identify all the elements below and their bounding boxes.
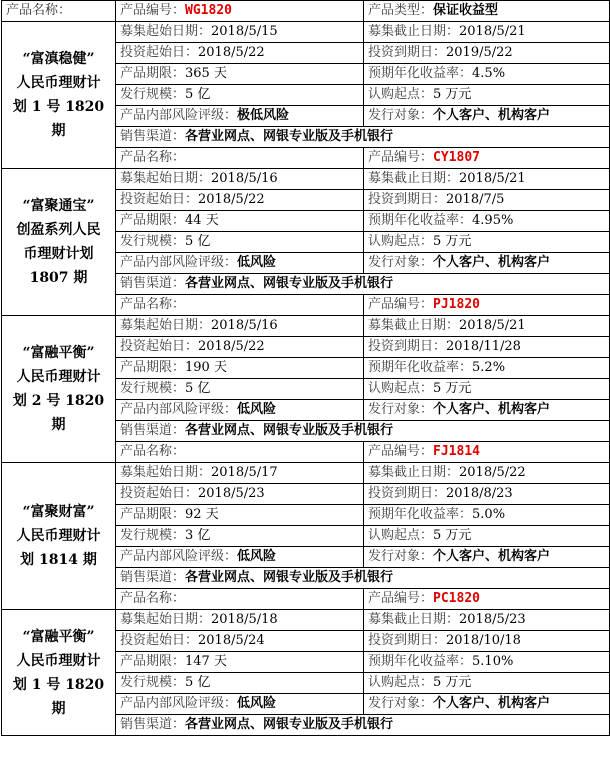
product-name-label: 产品名称： — [116, 148, 364, 169]
raise-start-value: 2018/5/16 — [211, 318, 278, 333]
term-value: 147 天 — [185, 654, 227, 669]
product-name-line: 人民币理财计 — [16, 528, 101, 544]
cell-min-buy — [364, 232, 610, 253]
invest-end-label: 投资到期日： — [368, 339, 447, 354]
cell-risk — [116, 106, 364, 127]
product-name-line: 币理财计划 — [23, 246, 94, 262]
cell-term — [116, 211, 364, 232]
product-name-line: 人民币理财计 — [16, 75, 101, 91]
risk-value: 低风险 — [237, 549, 277, 564]
target-value: 个人客户、机构客户 — [433, 549, 551, 564]
product-name — [2, 169, 116, 316]
min-buy-value: 5 万元 — [433, 87, 472, 102]
raise-start-label: 募集起始日期： — [120, 24, 212, 39]
cell-term — [116, 358, 364, 379]
cell-risk — [116, 253, 364, 274]
invest-start-label: 投资起始日： — [120, 45, 199, 60]
raise-end-value: 2018/5/21 — [459, 171, 526, 186]
table-row — [2, 1, 610, 22]
product-name-line: 划 2 号 1820 期 — [12, 393, 105, 433]
raise-end-label: 募集截止日期： — [368, 24, 460, 39]
type-value: 保证收益型 — [433, 3, 499, 18]
cell-raise-start — [116, 463, 364, 484]
yield-label: 预期年化收益率： — [368, 360, 473, 375]
invest-end-label: 投资到期日： — [368, 486, 447, 501]
cell-code — [364, 295, 610, 316]
table-row — [2, 22, 610, 43]
table-row — [2, 463, 610, 484]
raise-end-value: 2018/5/21 — [459, 24, 526, 39]
table-row — [2, 316, 610, 337]
target-label: 发行对象： — [368, 108, 434, 123]
yield-value: 5.2% — [472, 360, 506, 375]
invest-end-value: 2018/11/28 — [446, 339, 521, 354]
cell-scale — [116, 379, 364, 400]
min-buy-value: 5 万元 — [433, 234, 472, 249]
raise-start-value: 2018/5/17 — [211, 465, 278, 480]
risk-label: 产品内部风险评级： — [120, 255, 238, 270]
target-value: 个人客户、机构客户 — [433, 108, 551, 123]
cell-raise-end — [364, 610, 610, 631]
term-value: 44 天 — [185, 213, 219, 228]
cell-type — [364, 1, 610, 22]
type-label: 产品类型： — [368, 3, 434, 18]
cell-yield — [364, 505, 610, 526]
product-table-body — [2, 1, 610, 736]
cell-raise-end — [364, 22, 610, 43]
product-name — [2, 463, 116, 610]
invest-start-label: 投资起始日： — [120, 633, 199, 648]
cell-target — [364, 253, 610, 274]
min-buy-label: 认购起点： — [368, 675, 434, 690]
invest-start-value: 2018/5/23 — [198, 486, 265, 501]
invest-end-value: 2019/5/22 — [446, 45, 513, 60]
cell-scale — [116, 526, 364, 547]
cell-code — [364, 148, 610, 169]
scale-value: 5 亿 — [185, 234, 211, 249]
cell-yield — [364, 64, 610, 85]
channel-label: 销售渠道： — [120, 717, 186, 732]
product-name-label: 产品名称： — [116, 295, 364, 316]
product-table — [1, 0, 610, 736]
target-label: 发行对象： — [368, 402, 434, 417]
yield-value: 4.5% — [472, 66, 506, 81]
raise-end-value: 2018/5/23 — [459, 612, 526, 627]
cell-channel — [116, 421, 610, 442]
term-value: 92 天 — [185, 507, 219, 522]
product-name-line: “富融平衡” — [22, 345, 95, 361]
code-value: WG1820 — [185, 3, 232, 18]
product-name-line: 划 1 号 1820 期 — [12, 99, 105, 139]
term-value: 190 天 — [185, 360, 227, 375]
code-label: 产品编号： — [368, 150, 434, 165]
cell-invest-start — [116, 43, 364, 64]
invest-start-value: 2018/5/22 — [198, 192, 265, 207]
cell-invest-start — [116, 484, 364, 505]
cell-min-buy — [364, 526, 610, 547]
raise-end-label: 募集截止日期： — [368, 612, 460, 627]
invest-start-value: 2018/5/22 — [198, 45, 265, 60]
cell-invest-end — [364, 190, 610, 211]
yield-value: 5.0% — [472, 507, 506, 522]
risk-value: 低风险 — [237, 402, 277, 417]
scale-label: 发行规模： — [120, 528, 186, 543]
term-label: 产品期限： — [120, 66, 186, 81]
raise-start-value: 2018/5/15 — [211, 24, 278, 39]
cell-term — [116, 64, 364, 85]
channel-label: 销售渠道： — [120, 276, 186, 291]
product-name-line: 人民币理财计 — [16, 652, 101, 669]
raise-start-value: 2018/5/18 — [211, 612, 278, 627]
min-buy-value: 5 万元 — [433, 381, 472, 396]
product-name — [2, 610, 116, 736]
product-name-line: “富聚财富” — [22, 504, 95, 520]
cell-invest-end — [364, 43, 610, 64]
invest-start-label: 投资起始日： — [120, 486, 199, 501]
table-row — [2, 610, 610, 631]
invest-start-label: 投资起始日： — [120, 192, 199, 207]
cell-code — [364, 442, 610, 463]
channel-value: 各营业网点、网银专业版及手机银行 — [185, 276, 394, 291]
raise-start-value: 2018/5/16 — [211, 171, 278, 186]
cell-min-buy — [364, 85, 610, 106]
cell-channel — [116, 274, 610, 295]
yield-label: 预期年化收益率： — [368, 654, 473, 669]
product-name-line: 划 1 号 1820 期 — [12, 676, 105, 717]
channel-value: 各营业网点、网银专业版及手机银行 — [185, 129, 394, 144]
invest-end-label: 投资到期日： — [368, 633, 447, 648]
code-value: PC1820 — [433, 591, 480, 606]
code-label: 产品编号： — [368, 297, 434, 312]
scale-value: 5 亿 — [185, 675, 211, 690]
target-label: 发行对象： — [368, 549, 434, 564]
cell-term — [116, 652, 364, 673]
cell-yield — [364, 211, 610, 232]
min-buy-label: 认购起点： — [368, 381, 434, 396]
yield-label: 预期年化收益率： — [368, 213, 473, 228]
table-row — [2, 169, 610, 190]
yield-value: 5.10% — [472, 654, 514, 669]
min-buy-label: 认购起点： — [368, 528, 434, 543]
target-label: 发行对象： — [368, 696, 434, 711]
target-value: 个人客户、机构客户 — [433, 696, 551, 711]
cell-risk — [116, 547, 364, 568]
product-name — [2, 316, 116, 463]
cell-invest-start — [116, 631, 364, 652]
cell-code — [116, 1, 364, 22]
raise-end-value: 2018/5/22 — [459, 465, 526, 480]
cell-yield — [364, 358, 610, 379]
raise-start-label: 募集起始日期： — [120, 171, 212, 186]
code-value: CY1807 — [433, 150, 480, 165]
code-value: FJ1814 — [433, 444, 480, 459]
product-name-line: “富聚通宝” — [22, 198, 95, 214]
target-value: 个人客户、机构客户 — [433, 402, 551, 417]
invest-end-label: 投资到期日： — [368, 192, 447, 207]
risk-label: 产品内部风险评级： — [120, 549, 238, 564]
product-name-line: 1807 期 — [29, 270, 88, 286]
cell-channel — [116, 568, 610, 589]
cell-risk — [116, 694, 364, 715]
cell-invest-end — [364, 484, 610, 505]
cell-invest-start — [116, 190, 364, 211]
target-value: 个人客户、机构客户 — [433, 255, 551, 270]
product-name-line: “富滇稳健” — [22, 51, 95, 67]
term-label: 产品期限： — [120, 360, 186, 375]
raise-end-label: 募集截止日期： — [368, 171, 460, 186]
cell-code — [364, 589, 610, 610]
term-label: 产品期限： — [120, 213, 186, 228]
product-name-line: 创盈系列人民 — [16, 222, 101, 238]
cell-raise-start — [116, 22, 364, 43]
min-buy-value: 5 万元 — [433, 528, 472, 543]
cell-target — [364, 400, 610, 421]
invest-start-value: 2018/5/22 — [198, 339, 265, 354]
yield-value: 4.95% — [472, 213, 514, 228]
product-name-line: 划 1814 期 — [20, 552, 97, 568]
cell-scale — [116, 673, 364, 694]
cell-risk — [116, 400, 364, 421]
code-label: 产品编号： — [120, 3, 186, 18]
cell-raise-start — [116, 610, 364, 631]
channel-value: 各营业网点、网银专业版及手机银行 — [185, 717, 394, 732]
scale-label: 发行规模： — [120, 87, 186, 102]
cell-invest-end — [364, 337, 610, 358]
cell-invest-end — [364, 631, 610, 652]
cell-raise-end — [364, 463, 610, 484]
invest-end-value: 2018/7/5 — [446, 192, 505, 207]
cell-target — [364, 106, 610, 127]
min-buy-label: 认购起点： — [368, 87, 434, 102]
cell-min-buy — [364, 673, 610, 694]
product-name-label: 产品名称： — [116, 442, 364, 463]
term-value: 365 天 — [185, 66, 227, 81]
scale-label: 发行规模： — [120, 234, 186, 249]
product-name — [2, 22, 116, 169]
cell-min-buy — [364, 379, 610, 400]
raise-start-label: 募集起始日期： — [120, 465, 212, 480]
scale-value: 5 亿 — [185, 381, 211, 396]
invest-start-label: 投资起始日： — [120, 339, 199, 354]
channel-value: 各营业网点、网银专业版及手机银行 — [185, 570, 394, 585]
term-label: 产品期限： — [120, 507, 186, 522]
scale-label: 发行规模： — [120, 675, 186, 690]
scale-label: 发行规模： — [120, 381, 186, 396]
scale-value: 5 亿 — [185, 87, 211, 102]
product-name-line: 人民币理财计 — [16, 369, 101, 385]
product-name-label: 产品名称： — [116, 589, 364, 610]
code-value: PJ1820 — [433, 297, 480, 312]
raise-end-value: 2018/5/21 — [459, 318, 526, 333]
risk-label: 产品内部风险评级： — [120, 402, 238, 417]
cell-raise-end — [364, 169, 610, 190]
risk-value: 低风险 — [237, 255, 277, 270]
channel-label: 销售渠道： — [120, 570, 186, 585]
channel-value: 各营业网点、网银专业版及手机银行 — [185, 423, 394, 438]
cell-invest-start — [116, 337, 364, 358]
min-buy-label: 认购起点： — [368, 234, 434, 249]
min-buy-value: 5 万元 — [433, 675, 472, 690]
invest-end-label: 投资到期日： — [368, 45, 447, 60]
raise-start-label: 募集起始日期： — [120, 612, 212, 627]
channel-label: 销售渠道： — [120, 423, 186, 438]
cell-term — [116, 505, 364, 526]
yield-label: 预期年化收益率： — [368, 507, 473, 522]
code-label: 产品编号： — [368, 444, 434, 459]
cell-raise-start — [116, 169, 364, 190]
invest-end-value: 2018/8/23 — [446, 486, 513, 501]
cell-target — [364, 694, 610, 715]
risk-label: 产品内部风险评级： — [120, 696, 238, 711]
raise-end-label: 募集截止日期： — [368, 465, 460, 480]
cell-raise-end — [364, 316, 610, 337]
channel-label: 销售渠道： — [120, 129, 186, 144]
cell-scale — [116, 232, 364, 253]
cell-channel — [116, 715, 610, 736]
invest-end-value: 2018/10/18 — [446, 633, 521, 648]
yield-label: 预期年化收益率： — [368, 66, 473, 81]
invest-start-value: 2018/5/24 — [198, 633, 265, 648]
term-label: 产品期限： — [120, 654, 186, 669]
cell-target — [364, 547, 610, 568]
code-label: 产品编号： — [368, 591, 434, 606]
risk-label: 产品内部风险评级： — [120, 108, 238, 123]
cell-channel — [116, 127, 610, 148]
risk-value: 极低风险 — [237, 108, 290, 123]
scale-value: 3 亿 — [185, 528, 211, 543]
product-name-line: “富融平衡” — [22, 628, 95, 645]
cell-scale — [116, 85, 364, 106]
raise-start-label: 募集起始日期： — [120, 318, 212, 333]
cell-raise-start — [116, 316, 364, 337]
target-label: 发行对象： — [368, 255, 434, 270]
risk-value: 低风险 — [237, 696, 277, 711]
raise-end-label: 募集截止日期： — [368, 318, 460, 333]
product-name-label: 产品名称： — [2, 1, 116, 22]
cell-yield — [364, 652, 610, 673]
